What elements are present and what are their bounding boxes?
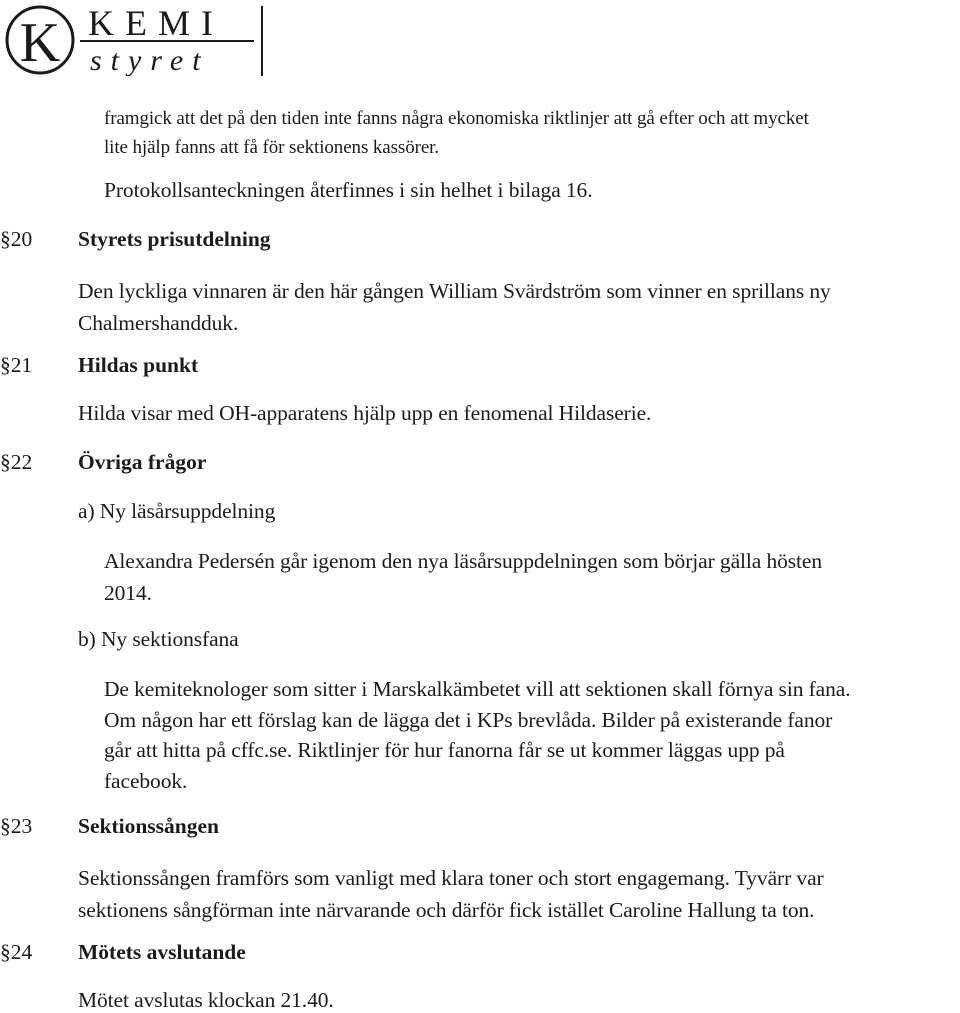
text-line: Om någon har ett förslag kan de lägga det i KPs brevlåda. Bilder på existerande fanor [104, 707, 833, 732]
subitem-text [104, 674, 851, 796]
text-line: lite hjälp fanns att få för sektionens kassörer. [104, 137, 439, 158]
section-title: Mötets avslutande [78, 940, 246, 964]
text-line: facebook. [104, 768, 188, 793]
text-line: 2014. [104, 581, 152, 605]
section-text: Hilda visar med OH-apparatens hjälp upp en fenomenal Hildaserie. [78, 401, 652, 425]
text-line: Den lyckliga vinnaren är den här gången William Svärdström som vinner en sprillans ny [78, 279, 831, 303]
section-title: Sektionssången [78, 814, 219, 838]
text-line: framgick att det på den tiden inte fanns några ekonomiska riktlinjer att gå efter och att mycket [104, 108, 809, 129]
section-number: §23 [0, 814, 33, 838]
text-line: De kemiteknologer som sitter i Marskalkämbetet vill att sektionen skall förnya sin fana. [104, 677, 851, 701]
section-text [78, 275, 831, 339]
text-line: går att hitta på cffc.se. Riktlinjer för hur fanorna får se ut kommer läggas upp på [104, 738, 785, 762]
subitem-label: b) Ny sektionsfana [78, 627, 239, 651]
section-number: §22 [0, 450, 33, 474]
logo-word-bottom: styret [90, 44, 210, 76]
text-line: Sektionssången framförs som vanligt med klara toner och stort engagemang. Tyvärr var [78, 866, 824, 890]
section-number: §20 [0, 227, 33, 251]
subitem-text [104, 545, 822, 609]
text-line: Chalmershandduk. [78, 311, 239, 335]
section-title: Hildas punkt [78, 353, 199, 377]
section-title: Styrets prisutdelning [78, 227, 271, 251]
subitem-label: a) Ny läsårsuppdelning [78, 499, 276, 523]
logo-letter: K [19, 12, 61, 74]
text-line: sektionens sångförman inte närvarande och därför fick istället Caroline Hallung ta ton. [78, 898, 815, 922]
text-line: Alexandra Pedersén går igenom den nya läsårsuppdelningen som börjar gälla hösten [104, 549, 823, 573]
section-number: §21 [0, 353, 33, 377]
kemistyret-logo [4, 4, 266, 76]
section-number: §24 [0, 940, 33, 964]
section-text [78, 862, 824, 926]
section-text: Mötet avslutas klockan 21.40. [78, 988, 334, 1012]
section-title: Övriga frågor [78, 450, 207, 474]
logo-word-top: KEMI [88, 4, 224, 43]
intro-paragraph [104, 104, 809, 162]
protocol-note: Protokollsanteckningen återfinnes i sin helhet i bilaga 16. [104, 178, 593, 202]
